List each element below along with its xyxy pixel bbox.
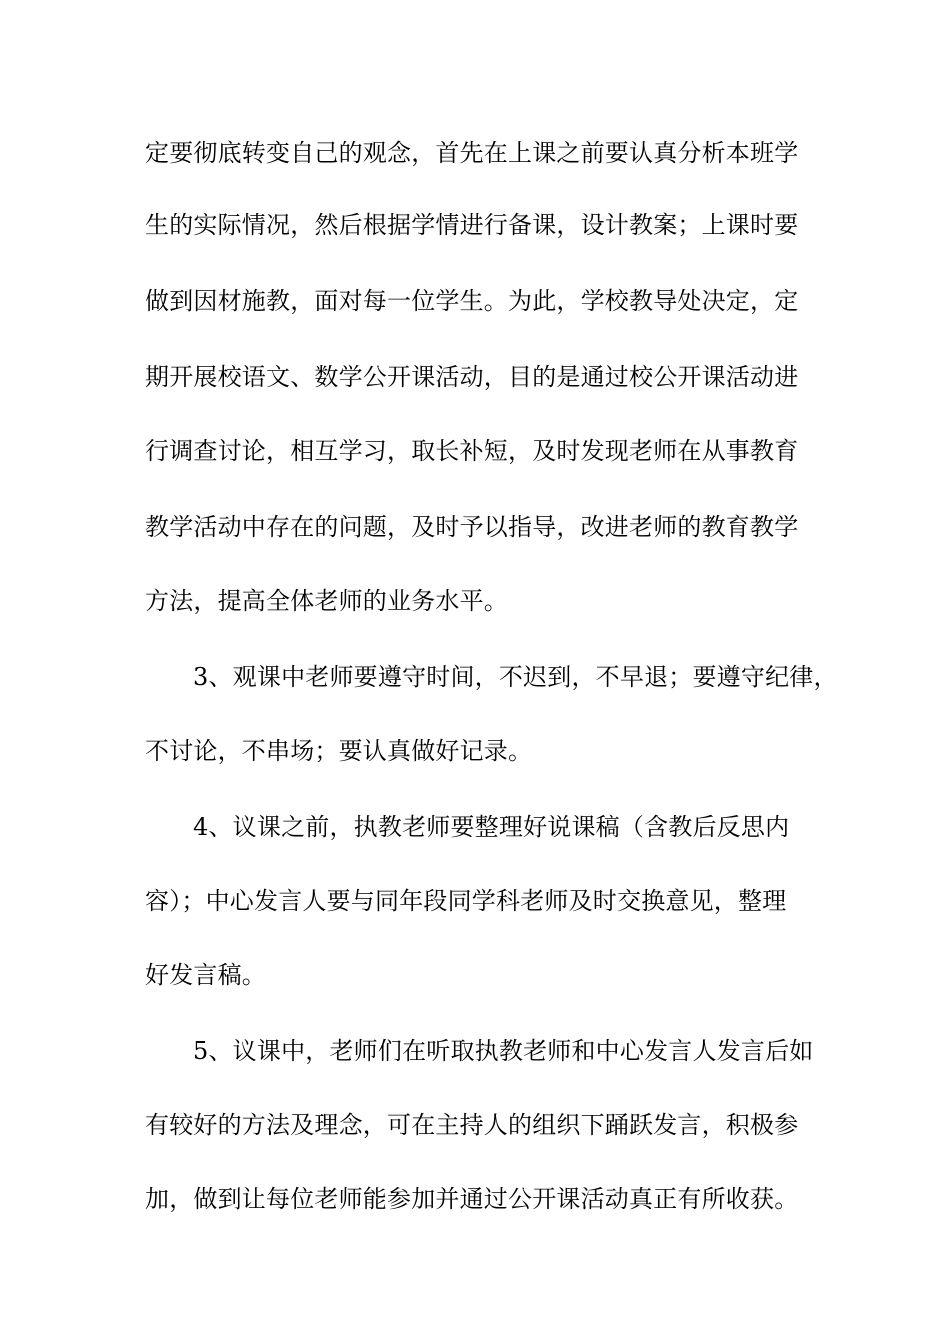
paragraph-line: 方法，提高全体老师的业务水平。 [145,587,508,615]
item-4-line: 4、议课之前，执教老师要整理好说课稿（含教后反思内 [193,813,790,841]
paragraph-line: 好发言稿。 [145,961,266,989]
paragraph-line: 定要彻底转变自己的观念，首先在上课之前要认真分析本班学 [145,139,799,167]
paragraph-line: 容）；中心发言人要与同年段同学科老师及时交换意见，整理 [145,887,787,915]
paragraph-line: 不讨论，不串场；要认真做好记录。 [145,737,533,765]
paragraph-line: 生的实际情况，然后根据学情进行备课，设计教案；上课时要 [145,211,799,239]
paragraph-line: 加，做到让每位老师能参加并通过公开课活动真正有所收获。 [145,1185,799,1213]
paragraph-line: 教学活动中存在的问题，及时予以指导，改进老师的教育教学 [145,513,799,541]
paragraph-line: 有较好的方法及理念，可在主持人的组织下踊跃发言，积极参 [145,1111,799,1139]
paragraph-line: 期开展校语文、数学公开课活动，目的是通过校公开课活动进 [145,363,799,391]
paragraph-line: 行调查讨论，相互学习，取长补短，及时发现老师在从事教育 [145,437,799,465]
item-3-line: 3、观课中老师要遵守时间，不迟到，不早退；要遵守纪律， [193,663,838,691]
item-5-line: 5、议课中，老师们在听取执教老师和中心发言人发言后如 [193,1037,814,1065]
paragraph-line: 做到因材施教，面对每一位学生。为此，学校教导处决定，定 [145,287,799,315]
